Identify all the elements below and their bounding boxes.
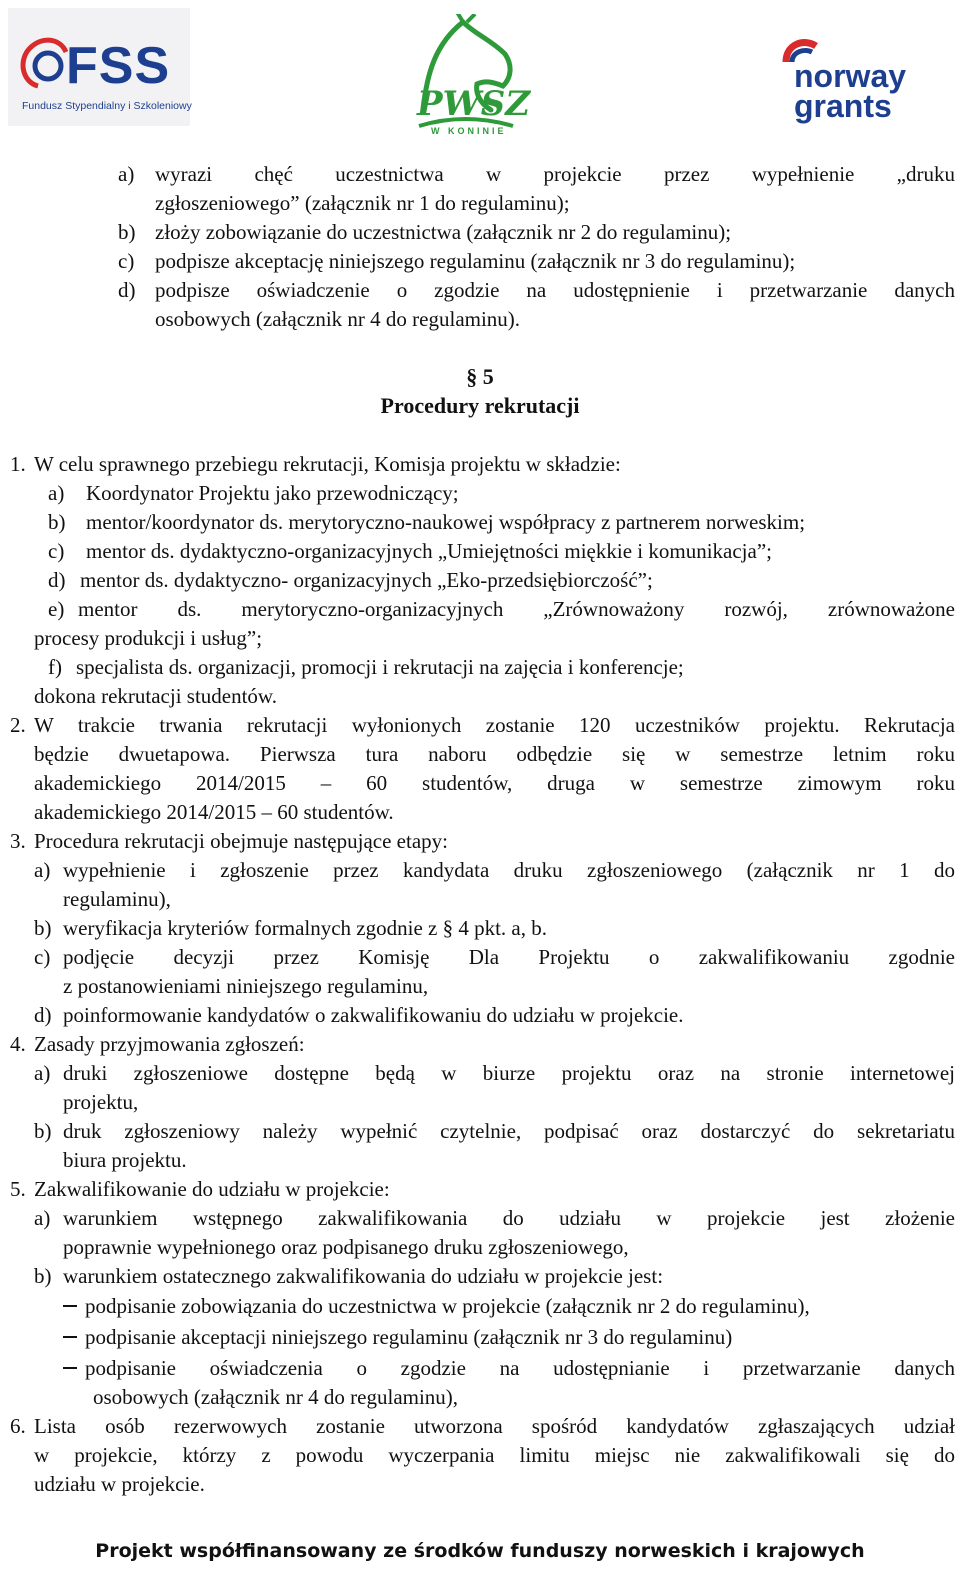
intro-item-a-marker: a)	[118, 162, 135, 186]
point-5-marker: 5.	[10, 1177, 26, 1201]
page-footer: Projekt współfinansowany ze środków funduszy norweskich i krajowych	[95, 1540, 865, 1562]
point-6-line-3: udziału w projekcie.	[34, 1472, 205, 1496]
point-1-closing: dokona rekrutacji studentów.	[34, 684, 277, 708]
point-5-dash-1-line-1: podpisanie zobowiązania do uczestnictwa w projekcie (załącznik nr 2 do regulaminu),	[85, 1294, 810, 1318]
point-3-item-c-marker: c)	[34, 945, 51, 969]
point-5-item-b-marker: b)	[34, 1264, 52, 1288]
point-2-line-1: W trakcie trwania rekrutacji wyłonionych zostanie 120 uczestników projektu. Rekrutacja	[34, 713, 955, 737]
point-6-line-1: Lista osób rezerwowych zostanie utworzona spośród kandydatów zgłaszających udział	[34, 1414, 955, 1438]
point-2-marker: 2.	[10, 713, 26, 737]
intro-item-b-line-1: złoży zobowiązanie do uczestnictwa (załącznik nr 2 do regulaminu);	[155, 220, 732, 244]
intro-item-d-line-1: podpisze oświadczenie o zgodzie na udostępnienie i przetwarzanie danych	[155, 278, 955, 302]
pwsz-logo-subtitle: W KONINIE	[431, 126, 507, 136]
fss-logo-name: FSS	[66, 37, 171, 95]
point-5-item-a-line-2: poprawnie wypełnionego oraz podpisanego druku zgłoszeniowego,	[63, 1235, 629, 1259]
point-5-dash-2-line-1: podpisanie akceptacji niniejszego regulaminu (załącznik nr 3 do regulaminu)	[85, 1325, 733, 1349]
point-3-item-a-line-2: regulaminu),	[63, 887, 171, 911]
point-4-item-a-line-2: projektu,	[63, 1090, 139, 1114]
intro-item-a-line-1: wyrazi chęć uczestnictwa w projekcie przez wypełnienie „druku	[155, 162, 955, 186]
point-5-dash-3-line-2: osobowych (załącznik nr 4 do regulaminu),	[93, 1385, 459, 1409]
point-3-item-a-marker: a)	[34, 858, 51, 882]
dash-icon	[63, 1367, 77, 1369]
point-1-item-f-text: specjalista ds. organizacji, promocji i rekrutacji na zajęcia i konferencje;	[76, 655, 684, 679]
point-1-marker: 1.	[10, 452, 26, 476]
point-3-item-b-marker: b)	[34, 916, 52, 940]
point-4-item-a-marker: a)	[34, 1061, 51, 1085]
intro-item-c-line-1: podpisze akceptację niniejszego regulaminu (załącznik nr 3 do regulaminu);	[155, 249, 796, 273]
point-5-item-a-marker: a)	[34, 1206, 51, 1230]
point-1-item-e-text: mentor ds. merytoryczno-organizacyjnych „Zrównoważony rozwój, zrównoważone	[78, 597, 955, 621]
intro-item-a-line-2: zgłoszeniowego” (załącznik nr 1 do regulaminu);	[155, 191, 570, 215]
point-3-item-b-line-1: weryfikacja kryteriów formalnych zgodnie z § 4 pkt. a, b.	[63, 916, 547, 940]
fss-logo	[8, 8, 190, 126]
point-1-item-d-marker: d)	[48, 568, 66, 592]
point-3-item-d-marker: d)	[34, 1003, 52, 1027]
point-6-marker: 6.	[10, 1414, 26, 1438]
point-4-item-b-line-1: druk zgłoszeniowy należy wypełnić czytelnie, podpisać oraz dostarczyć do sekretariatu	[63, 1119, 955, 1143]
point-1-item-e-marker: e)	[48, 597, 65, 621]
point-1-item-e-continuation: procesy produkcji i usług”;	[34, 626, 263, 650]
point-3-item-a-line-1: wypełnienie i zgłoszenie przez kandydata druku zgłoszeniowego (załącznik nr 1 do	[63, 858, 955, 882]
point-1-item-a-marker: a)	[48, 481, 65, 505]
point-4-item-b-marker: b)	[34, 1119, 52, 1143]
point-3-text: Procedura rekrutacji obejmuje następujące etapy:	[34, 829, 448, 853]
point-3-item-d-line-1: poinformowanie kandydatów o zakwalifikowaniu do udziału w projekcie.	[63, 1003, 684, 1027]
point-1-item-c-text: mentor ds. dydaktyczno-organizacyjnych „Umiejętności miękkie i komunikacja”;	[86, 539, 772, 563]
point-4-text: Zasady przyjmowania zgłoszeń:	[34, 1032, 305, 1056]
point-1-item-d-text: mentor ds. dydaktyczno- organizacyjnych „Eko-przedsiębiorczość”;	[80, 568, 653, 592]
pwsz-logo-name: PWSZ	[417, 84, 531, 124]
intro-item-d-line-2: osobowych (załącznik nr 4 do regulaminu).	[155, 307, 521, 331]
point-4-item-b-line-2: biura projektu.	[63, 1148, 187, 1172]
section-number: § 5	[466, 364, 494, 389]
intro-item-c-marker: c)	[118, 249, 135, 273]
norway-grants-logo	[778, 30, 928, 126]
point-4-marker: 4.	[10, 1032, 26, 1056]
point-3-item-c-line-1: podjęcie decyzji przez Komisję Dla Projektu o zakwalifikowaniu zgodnie	[63, 945, 955, 969]
point-1-text: W celu sprawnego przebiegu rekrutacji, Komisja projektu w składzie:	[34, 452, 621, 476]
point-2-line-4: akademickiego 2014/2015 – 60 studentów.	[34, 800, 394, 824]
point-3-marker: 3.	[10, 829, 26, 853]
intro-item-d-marker: d)	[118, 278, 136, 302]
point-4-item-a-line-1: druki zgłoszeniowe dostępne będą w biurze projektu oraz na stronie internetowej	[63, 1061, 955, 1085]
intro-item-b-marker: b)	[118, 220, 136, 244]
point-5-dash-3-line-1: podpisanie oświadczenia o zgodzie na udostępnianie i przetwarzanie danych	[85, 1356, 955, 1380]
point-1-item-f-marker: f)	[48, 655, 62, 679]
norway-grants-line2: grants	[794, 88, 892, 124]
fss-logo-subtitle: Fundusz Stypendialny i Szkoleniowy	[22, 100, 192, 112]
point-6-line-2: w projekcie, którzy z powodu wyczerpania limitu miejsc nie zakwalifikowali się do	[34, 1443, 955, 1467]
point-5-text: Zakwalifikowanie do udziału w projekcie:	[34, 1177, 390, 1201]
point-3-item-c-line-2: z postanowieniami niniejszego regulaminu,	[63, 974, 429, 998]
section-title: Procedury rekrutacji	[380, 393, 580, 418]
dash-icon	[63, 1305, 77, 1307]
point-1-item-b-marker: b)	[48, 510, 66, 534]
point-1-item-a-text: Koordynator Projektu jako przewodniczący;	[86, 481, 459, 505]
pwsz-logo	[405, 14, 531, 138]
norway-grants-line1: norway	[794, 58, 907, 94]
point-2-line-2: będzie dwuetapowa. Pierwsza tura naboru odbędzie się w semestrze letnim roku	[34, 742, 955, 766]
point-1-item-c-marker: c)	[48, 539, 65, 563]
point-5-item-b-line-1: warunkiem ostatecznego zakwalifikowania do udziału w projekcie jest:	[63, 1264, 664, 1288]
point-2-line-3: akademickiego 2014/2015 – 60 studentów, druga w semestrze zimowym roku	[34, 771, 955, 795]
dash-icon	[63, 1336, 77, 1338]
point-5-item-a-line-1: warunkiem wstępnego zakwalifikowania do udziału w projekcie jest złożenie	[63, 1206, 955, 1230]
point-1-item-b-text: mentor/koordynator ds. merytoryczno-naukowej współpracy z partnerem norweskim;	[86, 510, 806, 534]
